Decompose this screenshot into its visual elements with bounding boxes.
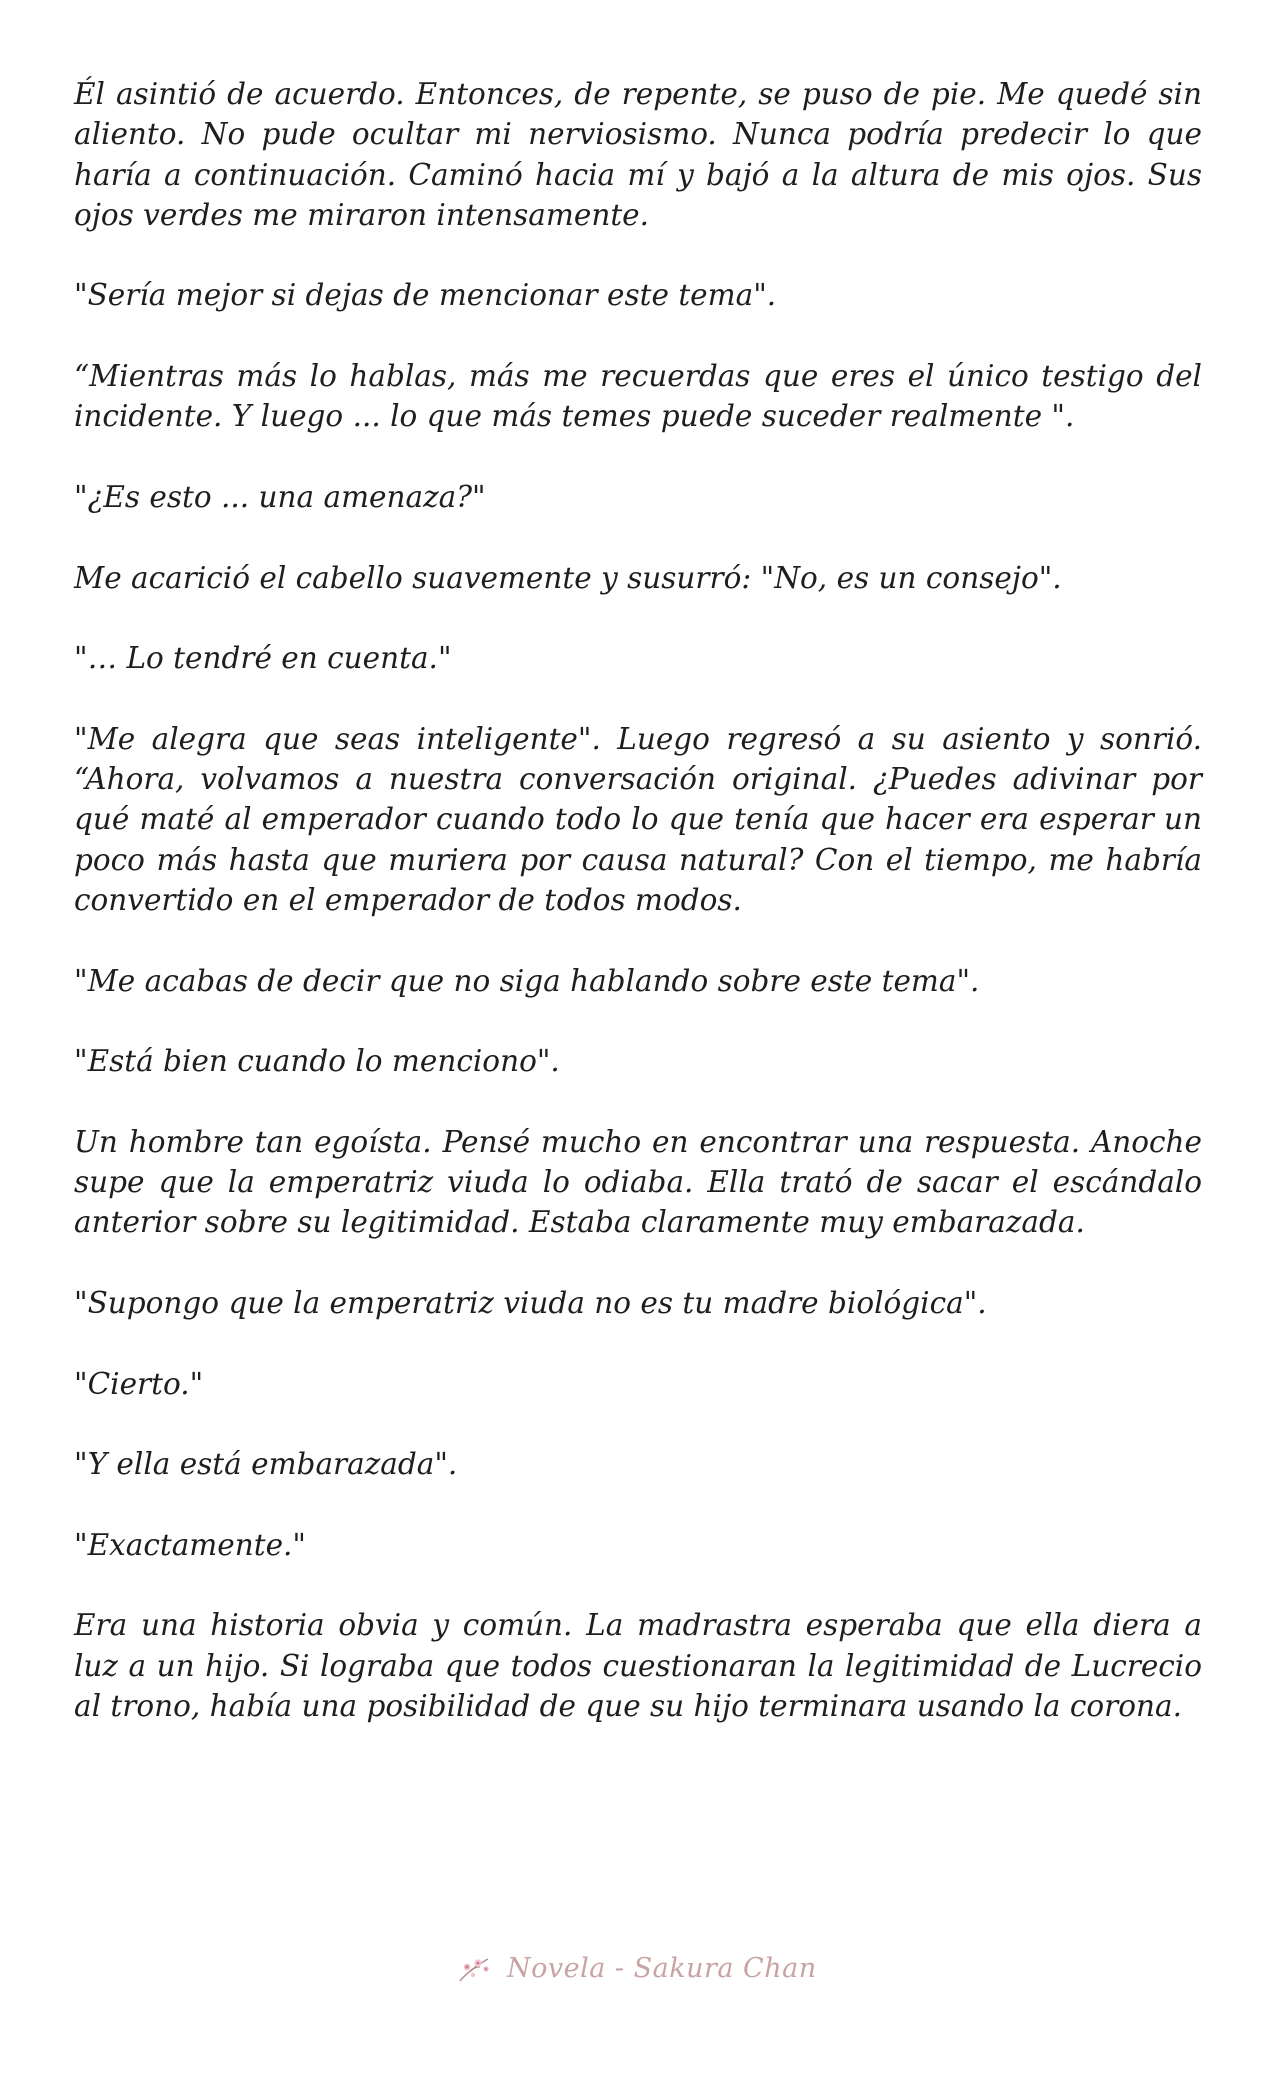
novel-page	[74, 74, 1202, 1766]
cherry-blossom-icon	[458, 1955, 492, 1983]
paragraph-3: “Mientras más lo hablas, más me recuerdas que eres el único testigo del incidente. Y luego ... lo que más temes puede suceder realmente ".	[74, 359, 1202, 434]
paragraph-5: Me acarició el cabello suavemente y susurró: "No, es un consejo".	[74, 560, 1062, 595]
paragraph-11: "Supongo que la emperatriz viuda no es tu madre biológica".	[74, 1285, 987, 1320]
paragraph-1: Él asintió de acuerdo. Entonces, de repente, se puso de pie. Me quedé sin aliento. No pude ocultar mi nerviosismo. Nunca podría predecir lo que haría a continuación. Caminó hacia mí y bajó a la altura de mis ojos. Sus ojos verdes me miraron intensamente.	[74, 77, 1202, 232]
footer-text: Novela - Sakura Chan	[506, 1953, 817, 1984]
paragraph-8: "Me acabas de decir que no siga hablando sobre este tema".	[74, 963, 980, 998]
paragraph-10: Un hombre tan egoísta. Pensé mucho en encontrar una respuesta. Anoche supe que la emperatriz viuda lo odiaba. Ella trató de sacar el escándalo anterior sobre su legitimidad. Estaba claramente muy embarazada.	[74, 1124, 1202, 1240]
paragraph-9: "Está bien cuando lo menciono".	[74, 1044, 560, 1079]
paragraph-7: "Me alegra que seas inteligente". Luego regresó a su asiento y sonrió. “Ahora, volvamos a nuestra conversación original. ¿Puedes adivinar por qué maté al emperador cuando todo lo que tenía que hacer era esperar un poco más hasta que muriera por causa natural? Con el tiempo, me habría convertido en el emperador de todos modos.	[74, 721, 1202, 917]
paragraph-2: "Sería mejor si dejas de mencionar este tema".	[74, 278, 777, 313]
paragraph-6: "… Lo tendré en cuenta."	[74, 641, 452, 676]
watermark-footer	[0, 1952, 1275, 1984]
paragraph-14: "Exactamente."	[74, 1527, 306, 1562]
paragraph-4: "¿Es esto ... una amenaza?"	[74, 479, 486, 514]
paragraph-12: "Cierto."	[74, 1366, 204, 1401]
paragraph-15: Era una historia obvia y común. La madrastra esperaba que ella diera a luz a un hijo. Si lograba que todos cuestionaran la legitimidad de Lucrecio al trono, había una posibilidad de que su hijo terminara usando la corona.	[74, 1608, 1202, 1723]
paragraph-13: "Y ella está embarazada".	[74, 1447, 458, 1482]
